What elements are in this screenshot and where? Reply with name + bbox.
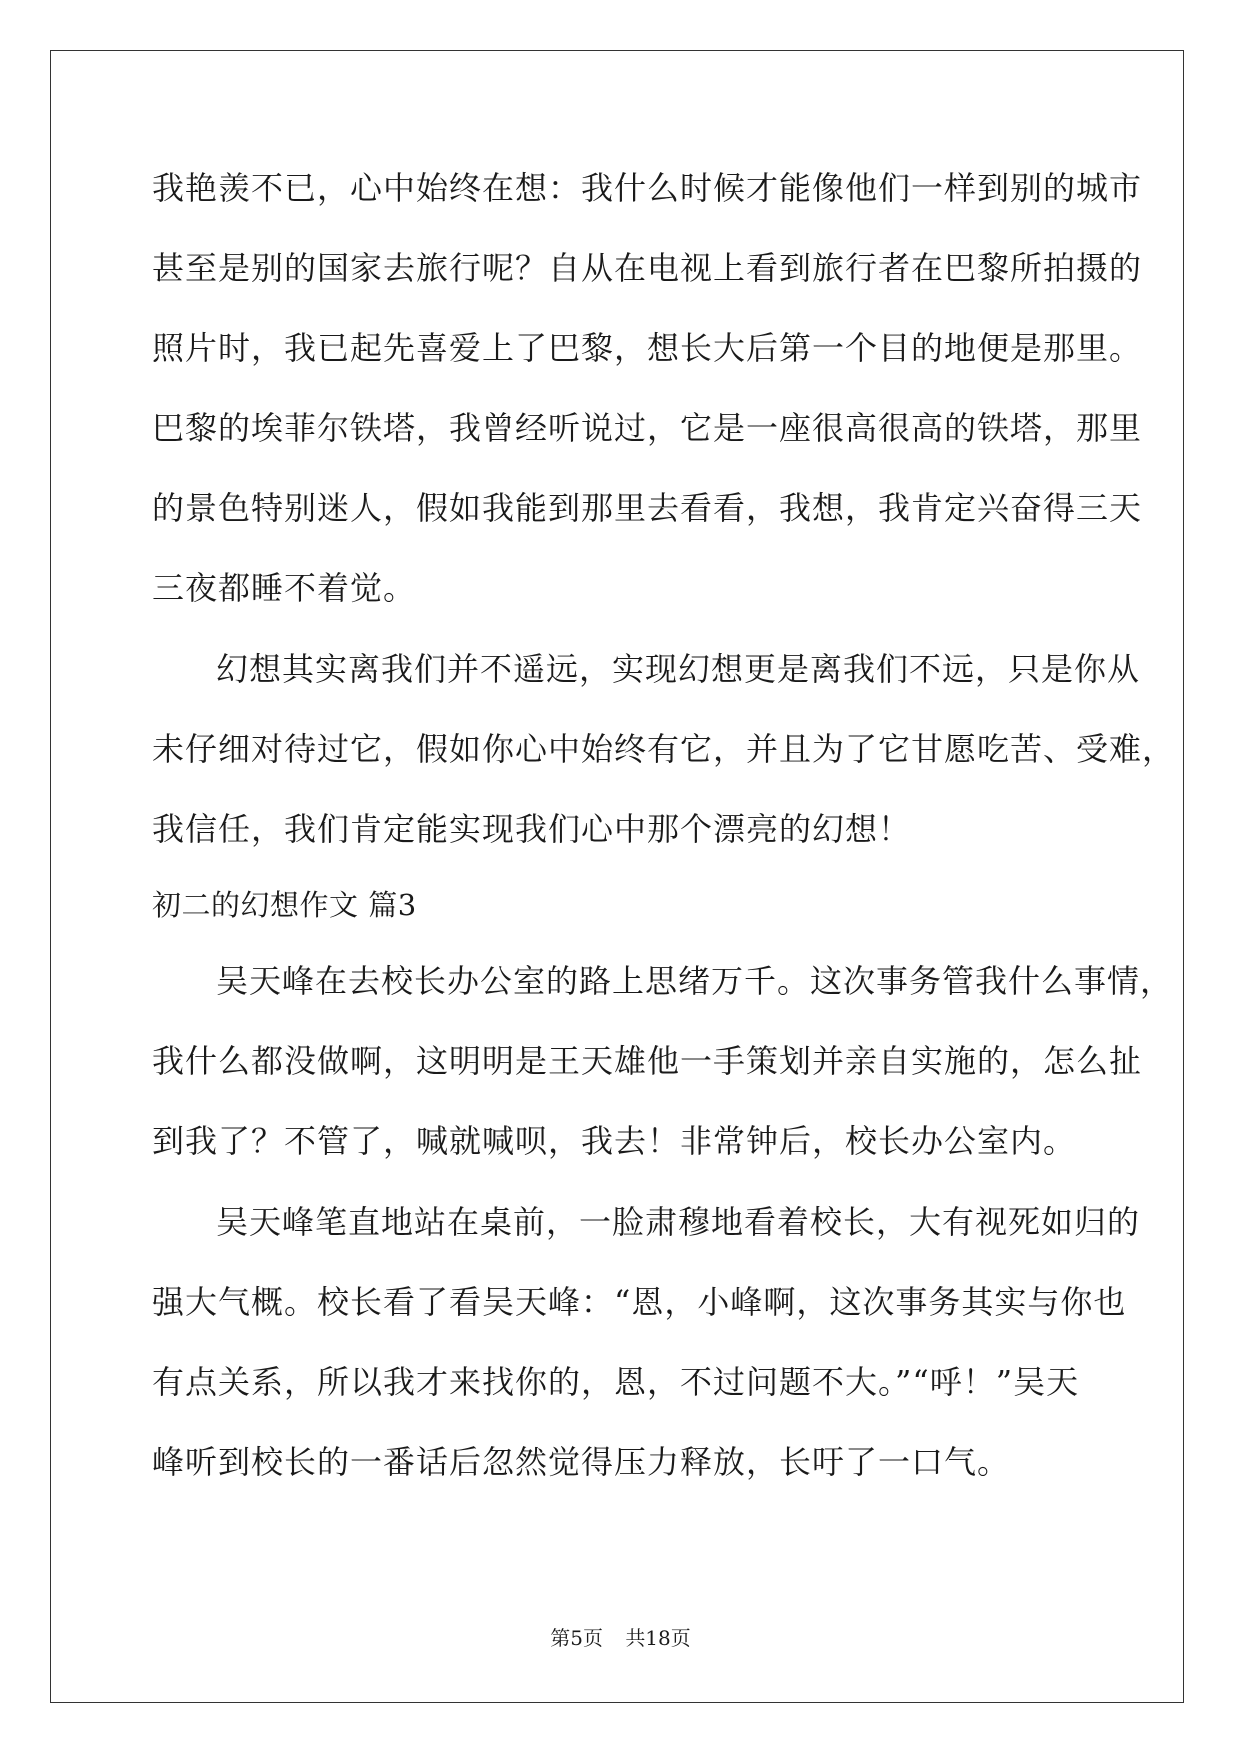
page-footer — [0, 1626, 1241, 1650]
paragraph-line: 未仔细对待过它，假如你心中始终有它，并且为了它甘愿吃苦、受难， — [152, 730, 1176, 768]
paragraph-line: 三夜都睡不着觉。 — [152, 569, 417, 607]
paragraph-line: 巴黎的埃菲尔铁塔，我曾经听说过，它是一座很高很高的铁塔，那里 — [152, 409, 1143, 447]
section-heading: 初二的幻想作文 篇3 — [152, 888, 417, 922]
paragraph-line: 吴天峰在去校长办公室的路上思绪万千。这次事务管我什么事情， — [216, 962, 1174, 1000]
page-number: 第5页 — [550, 1626, 603, 1650]
paragraph-line: 照片时，我已起先喜爱上了巴黎，想长大后第一个目的地便是那里。 — [152, 329, 1143, 367]
page-total: 共18页 — [625, 1626, 691, 1650]
paragraph-line: 我信任，我们肯定能实现我们心中那个漂亮的幻想！ — [152, 810, 912, 848]
paragraph-line: 到我了？不管了，喊就喊呗，我去！非常钟后，校长办公室内。 — [152, 1122, 1077, 1160]
paragraph-line: 吴天峰笔直地站在桌前，一脸肃穆地看着校长，大有视死如归的 — [216, 1203, 1141, 1241]
paragraph-line: 我什么都没做啊，这明明是王天雄他一手策划并亲自实施的，怎么扯 — [152, 1042, 1143, 1080]
paragraph-line: 的景色特别迷人，假如我能到那里去看看，我想，我肯定兴奋得三天 — [152, 489, 1143, 527]
paragraph-line: 有点关系，所以我才来找你的，恩，不过问题不大。”“呼！”吴天 — [152, 1363, 1080, 1401]
paragraph-line: 甚至是别的国家去旅行呢？自从在电视上看到旅行者在巴黎所拍摄的 — [152, 249, 1143, 287]
paragraph-line: 我艳羡不已，心中始终在想：我什么时候才能像他们一样到别的城市 — [152, 169, 1143, 207]
paragraph-line: 峰听到校长的一番话后忽然觉得压力释放，长吁了一口气。 — [152, 1443, 1011, 1481]
paragraph-line: 幻想其实离我们并不遥远，实现幻想更是离我们不远，只是你从 — [216, 650, 1141, 688]
paragraph-line: 强大气概。校长看了看吴天峰：“恩，小峰啊，这次事务其实与你也 — [152, 1283, 1127, 1321]
